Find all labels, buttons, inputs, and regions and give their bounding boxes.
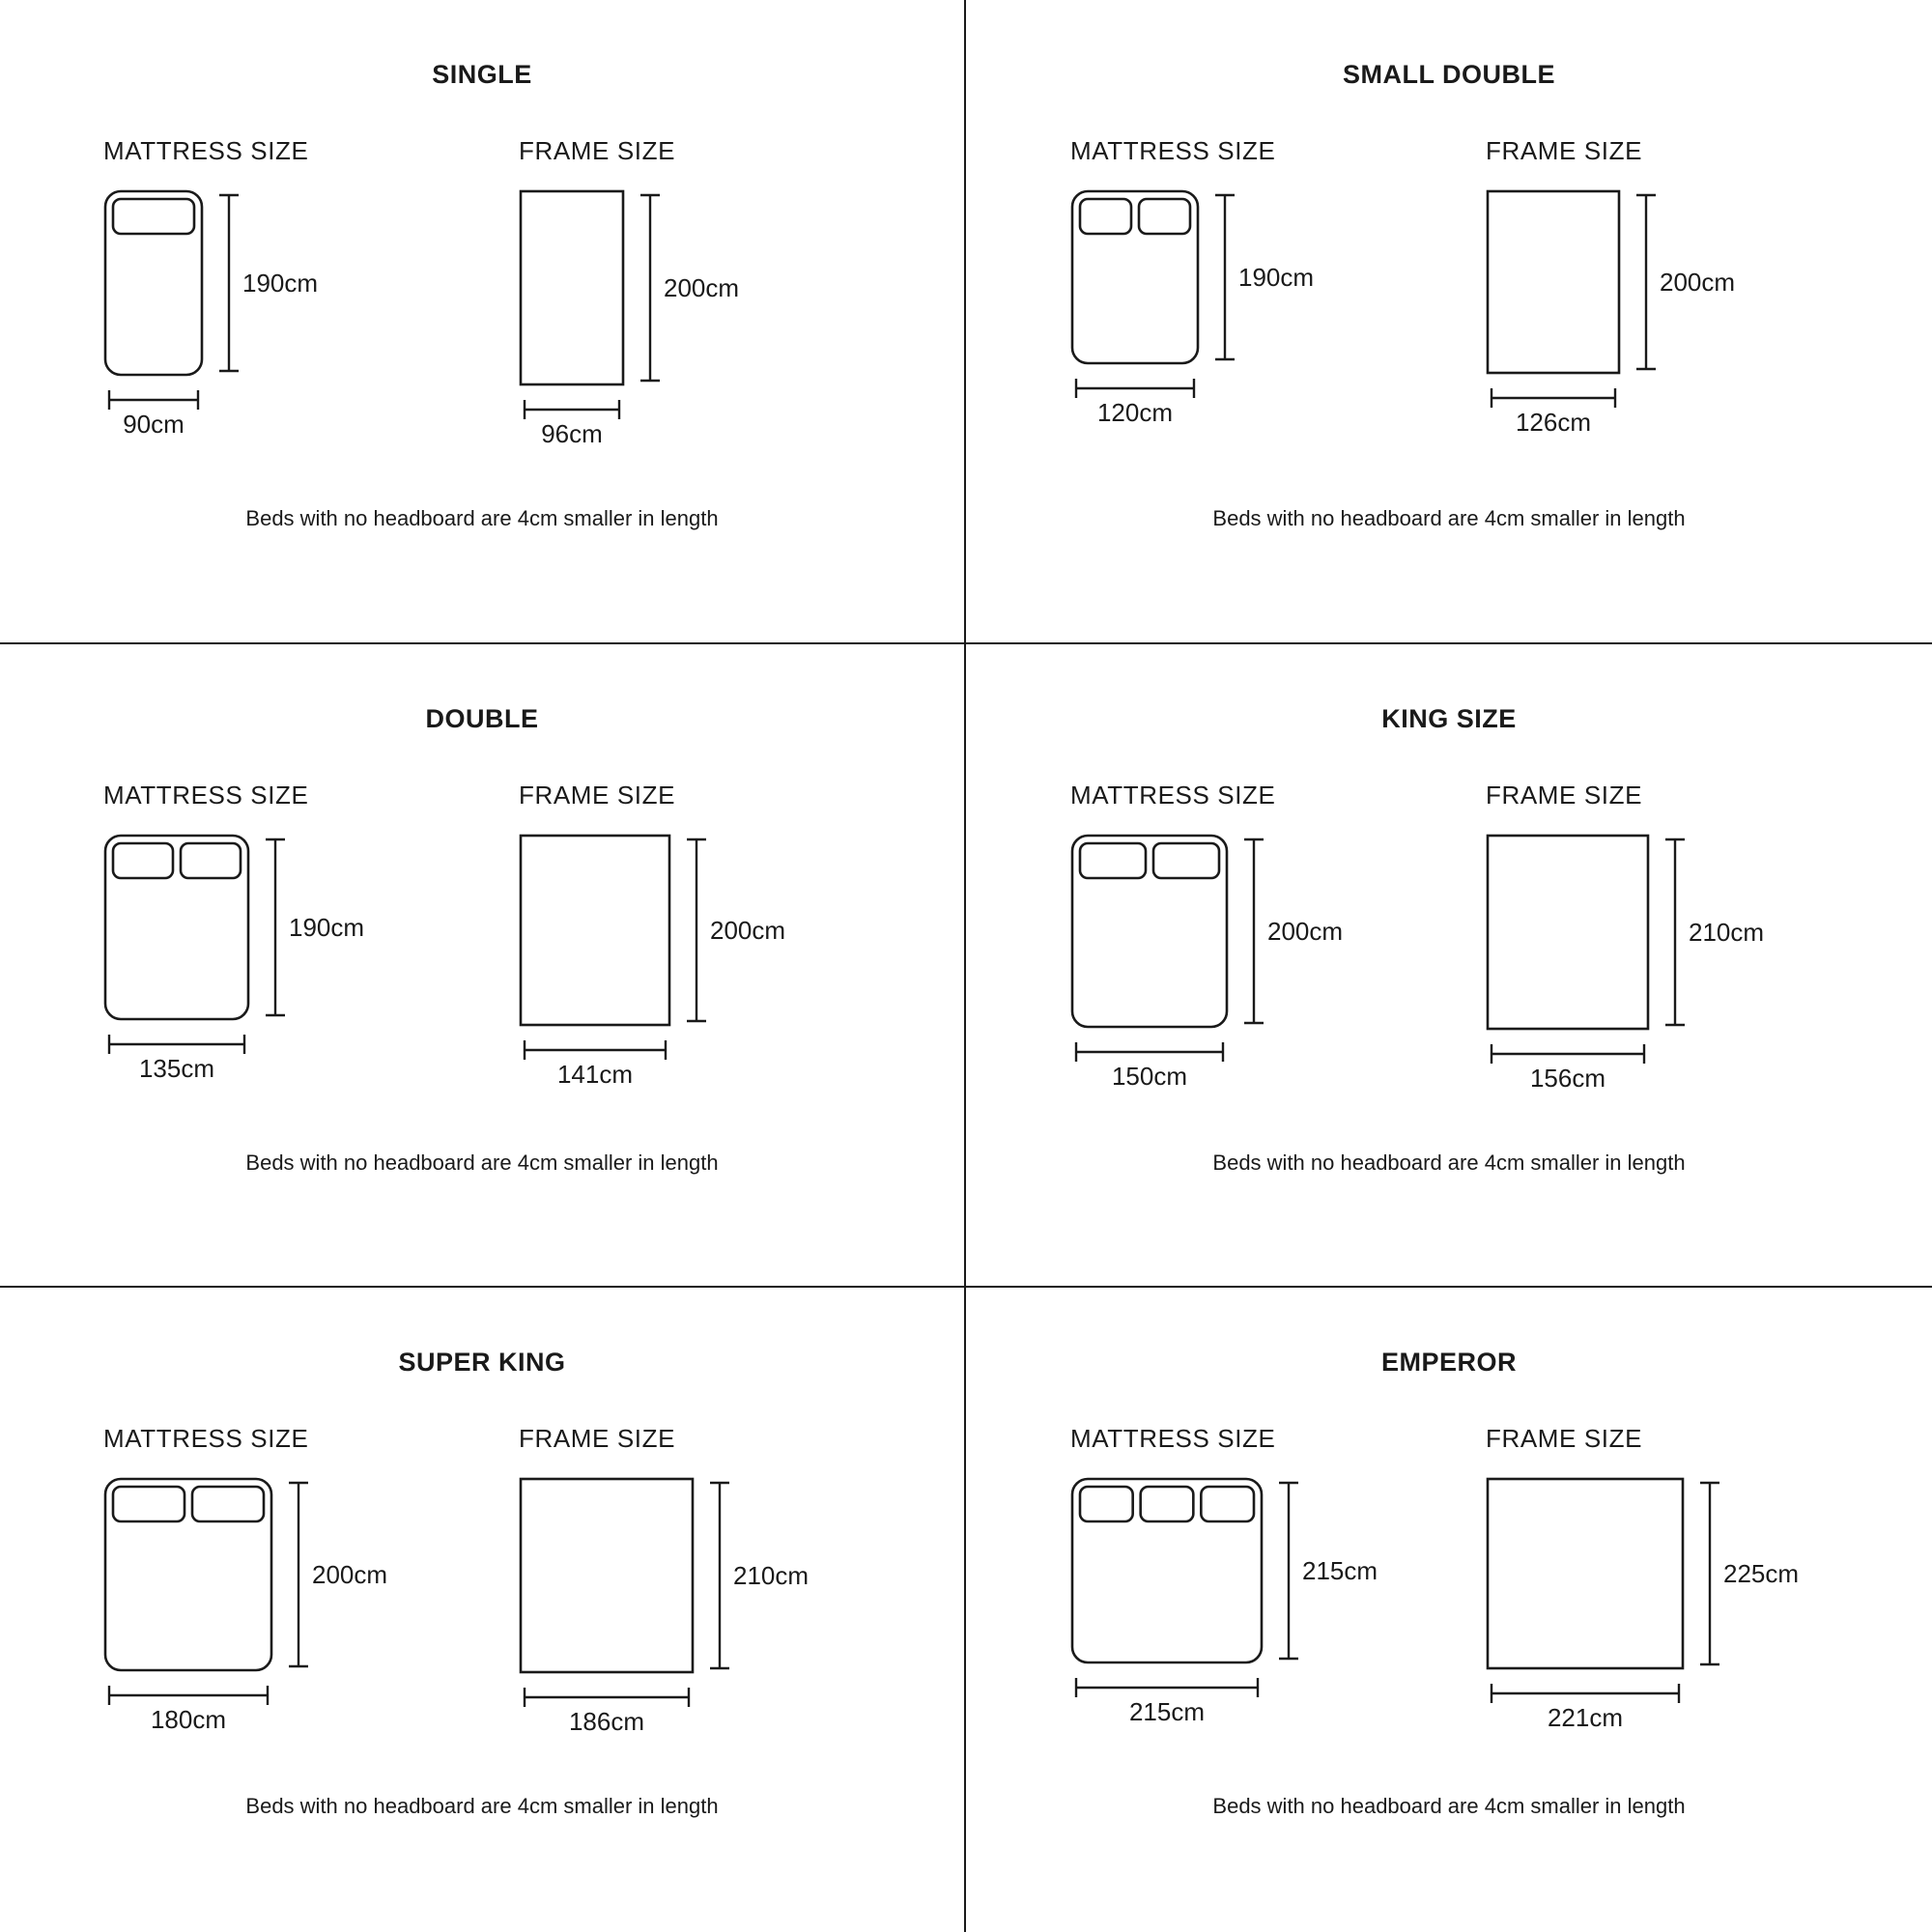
frame-diagram-svg xyxy=(1449,1467,1864,1757)
frame-size-label: FRAME SIZE xyxy=(519,1424,676,1454)
svg-text:126cm: 126cm xyxy=(1515,408,1592,437)
svg-text:150cm: 150cm xyxy=(1111,1061,1188,1091)
svg-text:190cm: 190cm xyxy=(242,269,319,298)
diagram-row-small-double xyxy=(966,136,1932,469)
bed-size-card-emperor xyxy=(966,1288,1932,1932)
mattress-diagram-svg xyxy=(67,180,482,469)
frame-diagram-svg xyxy=(482,180,897,469)
svg-text:200cm: 200cm xyxy=(1660,268,1736,297)
mattress-size-label: MATTRESS SIZE xyxy=(1070,780,1276,810)
mattress-diagram-king-size xyxy=(1034,781,1449,1114)
footnote-super-king: Beds with no headboard are 4cm smaller in length xyxy=(245,1794,719,1819)
footnote-double: Beds with no headboard are 4cm smaller in length xyxy=(245,1150,719,1175)
bed-size-card-super-king xyxy=(0,1288,966,1932)
card-title-emperor: EMPEROR xyxy=(1380,1348,1518,1378)
frame-size-label: FRAME SIZE xyxy=(1486,136,1643,165)
diagram-row-single xyxy=(0,136,964,469)
diagram-row-emperor xyxy=(966,1424,1932,1757)
bed-size-card-king-size xyxy=(966,644,1932,1289)
svg-text:200cm: 200cm xyxy=(710,915,786,945)
diagram-row-double xyxy=(0,781,964,1114)
frame-size-label: FRAME SIZE xyxy=(1486,780,1643,810)
mattress-size-label: MATTRESS SIZE xyxy=(103,136,309,165)
mattress-size-label: MATTRESS SIZE xyxy=(1070,1424,1276,1454)
svg-text:225cm: 225cm xyxy=(1723,1559,1800,1589)
svg-text:190cm: 190cm xyxy=(1238,263,1315,292)
frame-size-label: FRAME SIZE xyxy=(1486,1424,1643,1454)
svg-text:120cm: 120cm xyxy=(1096,398,1174,427)
mattress-diagram-svg xyxy=(67,1467,482,1757)
card-title-super-king: SUPER KING xyxy=(398,1348,566,1378)
frame-size-label: FRAME SIZE xyxy=(519,136,676,165)
card-title-double: DOUBLE xyxy=(425,703,539,733)
mattress-diagram-single xyxy=(67,136,482,469)
frame-diagram-svg xyxy=(1449,180,1864,469)
mattress-diagram-small-double xyxy=(1034,136,1449,469)
mattress-diagram-svg xyxy=(67,824,482,1114)
frame-diagram-svg xyxy=(1449,824,1864,1114)
footnote-single: Beds with no headboard are 4cm smaller in length xyxy=(245,506,719,530)
svg-text:141cm: 141cm xyxy=(556,1059,634,1089)
frame-diagram-svg xyxy=(482,824,897,1114)
frame-diagram-svg xyxy=(482,1467,897,1757)
card-title-small-double: SMALL DOUBLE xyxy=(1343,60,1555,89)
svg-text:96cm: 96cm xyxy=(541,419,603,448)
svg-text:200cm: 200cm xyxy=(664,273,740,302)
diagram-row-king-size xyxy=(966,781,1932,1114)
svg-text:210cm: 210cm xyxy=(733,1561,810,1591)
mattress-diagram-svg xyxy=(1034,1467,1449,1757)
bed-size-card-double xyxy=(0,644,966,1289)
mattress-diagram-super-king xyxy=(67,1424,482,1757)
mattress-size-label: MATTRESS SIZE xyxy=(103,780,309,810)
svg-text:190cm: 190cm xyxy=(289,912,365,942)
frame-diagram-single xyxy=(482,136,897,469)
svg-text:215cm: 215cm xyxy=(1128,1697,1206,1727)
diagram-row-super-king xyxy=(0,1424,964,1757)
card-title-king-size: KING SIZE xyxy=(1381,703,1517,733)
mattress-diagram-double xyxy=(67,781,482,1114)
mattress-diagram-emperor xyxy=(1034,1424,1449,1757)
footnote-small-double: Beds with no headboard are 4cm smaller in length xyxy=(1212,506,1686,530)
mattress-diagram-svg xyxy=(1034,824,1449,1114)
svg-text:156cm: 156cm xyxy=(1529,1063,1606,1093)
svg-text:90cm: 90cm xyxy=(123,410,185,439)
svg-text:180cm: 180cm xyxy=(150,1705,227,1735)
svg-text:135cm: 135cm xyxy=(138,1053,215,1083)
mattress-size-label: MATTRESS SIZE xyxy=(1070,136,1276,165)
footnote-emperor: Beds with no headboard are 4cm smaller in length xyxy=(1212,1794,1686,1819)
card-title-single: SINGLE xyxy=(432,60,532,89)
svg-text:215cm: 215cm xyxy=(1302,1556,1378,1586)
frame-diagram-small-double xyxy=(1449,136,1864,469)
mattress-diagram-svg xyxy=(1034,180,1449,469)
bed-size-card-small-double xyxy=(966,0,1932,644)
svg-text:221cm: 221cm xyxy=(1547,1703,1624,1733)
bed-size-card-single xyxy=(0,0,966,644)
svg-text:200cm: 200cm xyxy=(312,1560,388,1590)
frame-size-label: FRAME SIZE xyxy=(519,780,676,810)
frame-diagram-king-size xyxy=(1449,781,1864,1114)
footnote-king-size: Beds with no headboard are 4cm smaller in length xyxy=(1212,1150,1686,1175)
frame-diagram-super-king xyxy=(482,1424,897,1757)
svg-text:200cm: 200cm xyxy=(1267,916,1344,946)
svg-text:186cm: 186cm xyxy=(568,1707,645,1737)
mattress-size-label: MATTRESS SIZE xyxy=(103,1424,309,1454)
svg-text:210cm: 210cm xyxy=(1689,917,1765,947)
frame-diagram-double xyxy=(482,781,897,1114)
frame-diagram-emperor xyxy=(1449,1424,1864,1757)
